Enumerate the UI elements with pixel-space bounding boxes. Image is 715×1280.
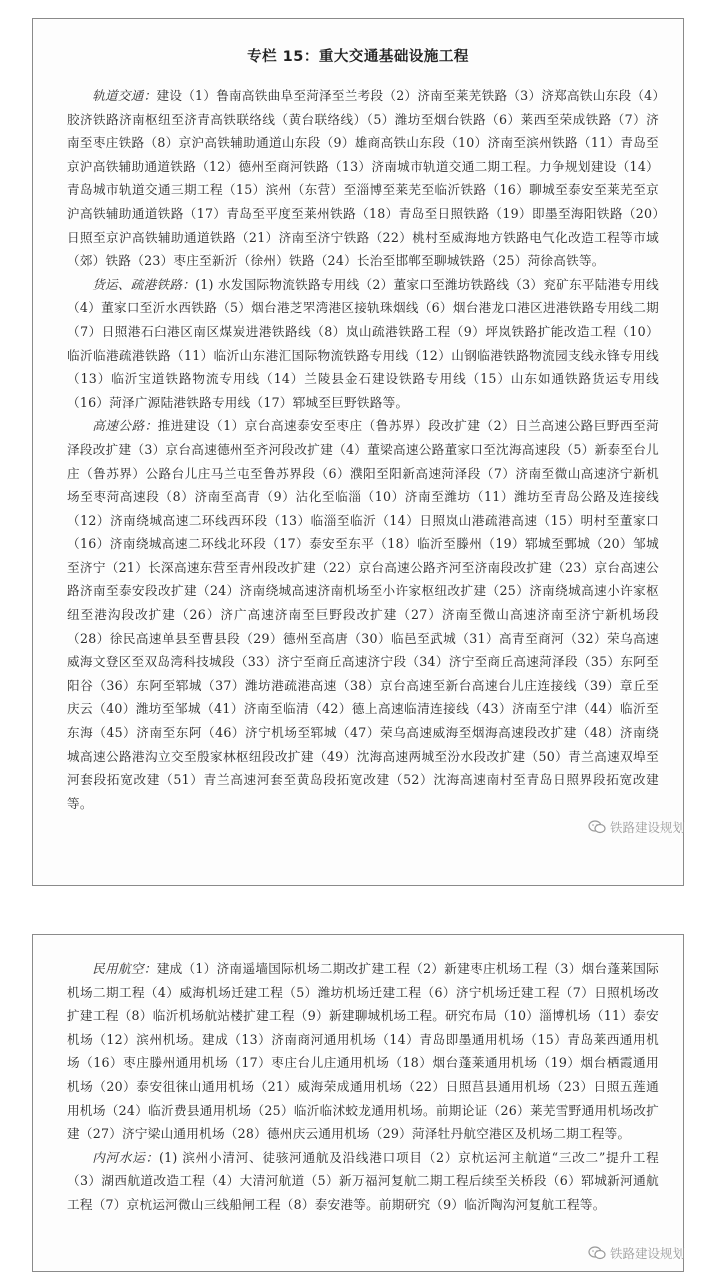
expressway-text: 推进建设（1）京台高速泰安至枣庄（鲁苏界）段改扩建（2）日兰高速公路巨野西至菏泽段改扩建（3）京台高速德州至齐河段改扩建（4）董梁高速公路董家口至沈海高速段（5）新泰至台儿庄（鲁苏界）公路台儿庄马兰屯至鲁苏界段（6）濮阳至阳新高速菏泽段（7）济南至微山高速济宁新机场至枣菏高速段（8）济南至高青（9）沾化至临淄（10）济南至潍坊（11）潍坊至青岛公路及连接线（12）济南绕城高速二环线西环段（13）临淄至临沂（14）日照岚山港疏港高速（15）明村至董家口（16）济南绕城高速二环线北环段（17）泰安至东平（18）临沂至滕州（19）郓城至鄄城（20）邹城至济宁（21）长深高速东营至青州段改扩建（22）京台高速公路齐河至济南段改扩建（23）京台高速公路济南至泰安段改扩建（24）济南绕城高速济南机场至小许家枢纽改扩建（25）济南绕城高速小许家枢纽至港沟段改扩建（26）济广高速济南至巨野段改扩建（27）济南至微山高速济南至济宁新机场段（28）徐民高速单县至曹县段（29）德州至高唐（30）临邑至武城（31）高青至商河（32）荣乌高速威海文登区至双岛湾科技城段（33）济宁至商丘高速济宁段（34）济宁至商丘高速菏泽段（35）东阿至阳谷（36）东阿至郓城（37）潍坊港疏港高速（38）京台高速至新台高速台儿庄连接线（39）章丘至庆云（40）潍坊至邹城（41）济南至临清（42）德上高速临清连接线（43）济南至宁津（44）临沂至东海（45）济南至东阿（46）济宁机场至郓城（47）荣乌高速威海至烟海高速段改扩建（48）济南绕城高速公路港沟立交至殷家林枢纽段改扩建（49）沈海高速两城至汾水段改扩建（50）青兰高速双埠至河套段拓宽改建（51）青兰高速河套至黄岛段拓宽改建（52）沈海高速南村至青岛日照界段拓宽改建等。 bbox=[67, 418, 659, 811]
rail-transit-paragraph bbox=[67, 84, 659, 273]
watermark bbox=[588, 818, 685, 836]
freight-rail-text: (1) 水发国际物流铁路专用线（2）董家口至潍坊铁路线（3）兖矿东平陆港专用线（4）董家口至沂水西铁路（5）烟台港芝罘湾港区接轨珠烟线（6）烟台港龙口港区进港铁路专用线二期（7）日照港石臼港区南区煤炭进港铁路线（8）岚山疏港铁路工程（9）坪岚铁路扩能改造工程（10）临沂临港疏港铁路（11）临沂山东港汇国际物流铁路专用线（12）山钢临港铁路物流园支线永锋专用线（13）临沂宝道铁路物流专用线（14）兰陵县金石建设铁路专用线（15）山东如通铁路货运专用线（16）菏泽广源陆港铁路专用线（17）郓城至巨野铁路等。 bbox=[67, 276, 660, 410]
watermark-text: 铁路建设规划 bbox=[609, 820, 685, 835]
watermark-text: 铁路建设规划 bbox=[609, 1246, 685, 1261]
inland-waterway-text: (1) 滨州小清河、徒骇河通航及沿线港口项目（2）京杭运河主航道“三改二”提升工程（3）湖西航道改造工程（4）大清河航道（5）新万福河复航二期工程后续至关桥段（6）郓城新河通航工程（7）京杭运河微山三线船闸工程（8）泰安港等。前期研究（9）临沂陶沟河复航工程等。 bbox=[67, 1149, 660, 1212]
column-content bbox=[33, 84, 683, 815]
civil-aviation-text: 建成（1）济南遥墙国际机场二期改扩建工程（2）新建枣庄机场工程（3）烟台蓬莱国际机场二期工程（4）威海机场迁建工程（5）潍坊机场迁建工程（6）济宁机场迁建工程（7）日照机场改扩建工程（8）临沂机场航站楼扩建工程（9）新建聊城机场工程。研究布局（10）淄博机场（11）泰安机场（12）滨州机场。建成（13）济南商河通用机场（14）青岛即墨通用机场（15）青岛莱西通用机场（16）枣庄滕州通用机场（17）枣庄台儿庄通用机场（18）烟台蓬莱通用机场（19）烟台栖霞通用机场（20）泰安徂徕山通用机场（21）威海荣成通用机场（22）日照莒县通用机场（23）日照五莲通用机场（24）临沂费县通用机场（25）临沂临沭蛟龙通用机场。前期论证（26）莱芜雪野通用机场改扩建（27）济宁梁山通用机场（28）德州庆云通用机场（29）菏泽牡丹航空港区及机场二期工程等。 bbox=[67, 961, 659, 1142]
rail-transit-label: 轨道交通： bbox=[92, 88, 157, 103]
rail-transit-text: 建设（1）鲁南高铁曲阜至菏泽至兰考段（2）济南至莱芜铁路（3）济郑高铁山东段（4）胶济铁路济南枢纽至济青高铁联络线（黄台联络线）（5）潍坊至烟台铁路（6）莱西至荣成铁路（7）济南至枣庄铁路（8）京沪高铁辅助通道山东段（9）雄商高铁山东段（10）济南至滨州铁路（11）青岛至京沪高铁辅助通道铁路（12）德州至商河铁路（13）济南城市轨道交通二期工程。力争规划建设（14）青岛城市轨道交通三期工程（15）滨州（东营）至淄博至莱芜至临沂铁路（16）聊城至泰安至莱芜至京沪高铁辅助通道铁路（17）青岛至平度至莱州铁路（18）青岛至日照铁路（19）即墨至海阳铁路（20）日照至京沪高铁辅助通道铁路（21）济南至济宁铁路（22）桃村至威海地方铁路电气化改造工程等市域（郊）铁路（23）枣庄至新沂（徐州）铁路（24）长治至邯郸至聊城铁路（25）菏徐高铁等。 bbox=[67, 88, 659, 269]
column-box-2 bbox=[32, 934, 684, 1272]
column-content-2 bbox=[33, 935, 683, 1217]
wechat-icon bbox=[588, 820, 606, 834]
inland-waterway-paragraph bbox=[67, 1146, 659, 1217]
civil-aviation-label: 民用航空： bbox=[92, 961, 157, 976]
freight-rail-paragraph bbox=[67, 273, 659, 415]
expressway-paragraph bbox=[67, 414, 659, 815]
freight-rail-label: 货运、疏港铁路： bbox=[92, 276, 196, 292]
wechat-icon bbox=[588, 1246, 606, 1260]
civil-aviation-paragraph bbox=[67, 957, 659, 1146]
inland-waterway-label: 内河水运： bbox=[92, 1149, 159, 1165]
column-title: 专栏 15：重大交通基础设施工程 bbox=[247, 49, 469, 65]
column-box-1 bbox=[32, 18, 684, 886]
expressway-label: 高速公路： bbox=[92, 418, 158, 434]
watermark-2 bbox=[588, 1244, 685, 1262]
